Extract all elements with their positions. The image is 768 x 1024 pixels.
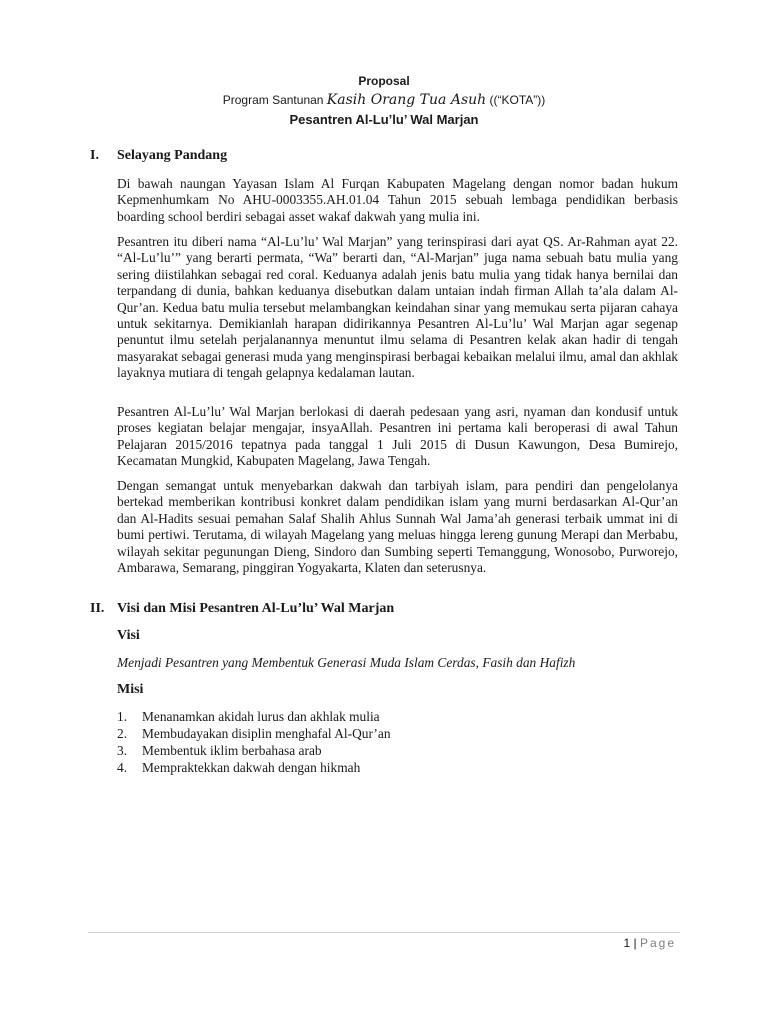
- program-title: [0, 92, 768, 108]
- page-footer: [623, 936, 676, 950]
- program-title-suffix: ((“KOTA”)): [486, 93, 546, 107]
- paragraph: Dengan semangat untuk menyebarkan dakwah dan tarbiyah islam, para pendiri dan pengelolanya bertekad memberikan kontribusi konkret dalam pendidikan islam yang murni berdasarkan Al-Qur’an dan Al-Hadits sesuai pemahan Salaf Shalih Ahlus Sunnah Wal Jama’ah generasi terbaik ummat ini di bumi pertiwi. Terutama, di wilayah Magelang yang meluas hingga lereng gunung Merapi dan Merbabu, wilayah sekitar pegunungan Dieng, Sindoro dan Sumbing seperti Temanggung, Wonosobo, Purworejo, Ambarawa, Semarang, pinggiran Yogyakarta, Klaten dan seterusnya.: [117, 478, 678, 576]
- section-1-heading: [90, 148, 227, 164]
- footer-divider: [88, 932, 680, 933]
- section-1-title: Selayang Pandang: [117, 148, 228, 163]
- section-2-number: II.: [90, 601, 105, 616]
- misi-list: [117, 708, 391, 776]
- visi-statement: Menjadi Pesantren yang Membentuk Generasi Muda Islam Cerdas, Fasih dan Hafizh: [117, 655, 576, 670]
- paragraph: Pesantren itu diberi nama “Al-Lu’lu’ Wal Marjan” yang terinspirasi dari ayat QS. Ar-Rahman ayat 22. “Al-Lu’lu’” yang berarti permata, “Wa” berarti dan, “Al-Marjan” juga nama sebuah batu mulia yang sering diistilahkan sebagai red coral. Keduanya adalah jenis batu mulia yang tidak hanya bernilai dan terpandang di dunia, bahkan keduanya disebutkan dalam untaian indah firman Allah ta’ala dalam Al-Qur’an. Kedua batu mulia tersebut melambangkan keindahan sinar yang memukau serta pijaran cahaya untuk sekitarnya. Demikianlah harapan didirikannya Pesantren Al-Lu’lu’ Wal Marjan agar segenap penuntut ilmu setelah perjalanannya menuntut ilmu selama di Pesantren kelak akan hadir di tengah masyarakat sebagai generasi muda yang menginspirasi berbagai kebaikan melalui ilmu, amal dan akhlak layaknya mutiara di tengah gelapnya kedalaman lautan.: [117, 234, 678, 381]
- list-item: 4. Mempraktekkan dakwah dengan hikmah: [117, 760, 361, 775]
- paragraph: Di bawah naungan Yayasan Islam Al Furqan Kabupaten Magelang dengan nomor badan hukum Kepmenhumkam No AHU-0003355.AH.01.04 Tahun 2015 sebuah lembaga pendidikan berbasis boarding school berdiri sebagai asset wakaf dakwah yang mulia ini.: [117, 176, 678, 224]
- section-2-title: Visi dan Misi Pesantren Al-Lu’lu’ Wal Marjan: [117, 601, 395, 616]
- page-label: Page: [639, 936, 676, 950]
- program-title-script: Kasih Orang Tua Asuh: [326, 92, 487, 108]
- program-title-prefix: Program Santunan: [222, 93, 327, 107]
- list-item: 2. Membudayakan disiplin menghafal Al-Qur’an: [117, 726, 391, 741]
- page-separator: |: [630, 936, 640, 950]
- section-2-heading: [90, 601, 394, 617]
- visi-heading: Visi: [117, 628, 140, 643]
- section-1-number: I.: [90, 148, 99, 163]
- list-item: 1. Menanamkan akidah lurus dan akhlak mulia: [117, 709, 380, 724]
- paragraph: Pesantren Al-Lu’lu’ Wal Marjan berlokasi di daerah pedesaan yang asri, nyaman dan kondusif untuk proses kegiatan belajar mengajar, insyaAllah. Pesantren ini pertama kali beroperasi di awal Tahun Pelajaran 2015/2016 tepatnya pada tanggal 1 Juli 2015 di Dusun Kawungon, Desa Bumirejo, Kecamatan Mungkid, Kabupaten Magelang, Jawa Tengah.: [117, 404, 678, 469]
- document-label: Proposal: [358, 74, 410, 88]
- institution-title: Pesantren Al-Lu’lu’ Wal Marjan: [289, 112, 479, 127]
- page-number: 1: [623, 936, 631, 950]
- list-item: 3. Membentuk iklim berbahasa arab: [117, 743, 322, 758]
- misi-heading: Misi: [117, 682, 144, 697]
